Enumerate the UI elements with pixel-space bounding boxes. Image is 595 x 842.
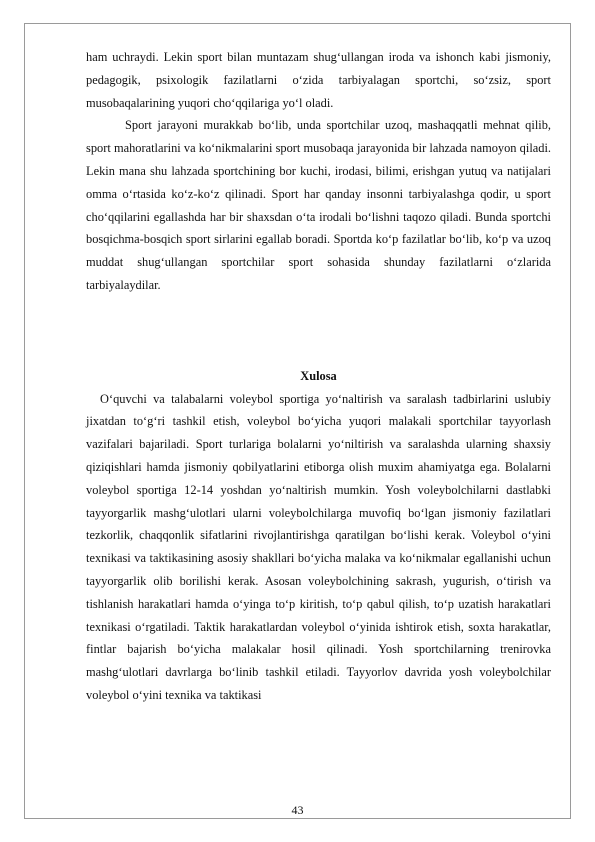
section-spacer (86, 297, 551, 365)
page-number: 43 (291, 803, 304, 817)
paragraph-conclusion: O‘quvchi va talabalarni voleybol sportiga yo‘naltirish va saralash tadbirlarini uslubiy jixatdan to‘g‘ri tashkil etish, voleybol bo‘yicha yuqori malakali sportchilar tayyorlash vazifalari bajariladi. Sport turlariga bolalarni yo‘niltirish va saralashda ularning shaxsiy qiziqishlari hamda jismoniy qobilyatlarini etiborga olish muxim ahamiyatga ega. Bolalarni voleybol sportiga 12-14 yoshdan yo‘naltirish mumkin. Yosh voleybolchilarni dastlabki tayyorgarlik mashg‘ulotlari ularni voleybolchilarga muvofiq bo‘lgan jismoniy fazilatlari tezkorlik, chaqqonlik sifatlarini rivojlantirishga qaratilgan bo‘lishi kerak. Voleybol o‘yini texnikasi va taktikasining asosiy shakllari bo‘yicha malaka va ko‘nikmalar egallanishi uchun tayyorgarlik olib borilishi kerak. Asosan voleybolchining sakrash, yugurish, o‘tirish va tishlanish harakatlari hamda o‘yinga to‘p kiritish, to‘p qabul qilish, to‘p uzatish harakatlari texnikasi o‘rgatiladi. Taktik harakatlardan voleybol o‘yinida ishtirok etish, soxta harakatlar, fintlar bajarish bo‘yicha malakalar hosil qilinadi. Yosh sportchilarning trenirovka mashg‘ulotlari davrlarga bo‘linib tashkil etiladi. Tayyorlov davrida yosh voleybolchilar voleybol o‘yini texnika va taktikasi (86, 391, 551, 702)
paragraph-sport-process: Sport jarayoni murakkab bo‘lib, unda sportchilar uzoq, mashaqqatli mehnat qilib, sport mahoratlarini va ko‘nikmalarini sport musobaqa jarayonida bir lahzada namoyon qiladi. Lekin mana shu lahzada sportchining bor kuchi, irodasi, bilimi, erishgan yutuq va natijalari omma o‘rtasida ko‘z-ko‘z qilinadi. Sport har qanday insonni tarbiyalashga qodir, u sport cho‘qqilarini egallashda har bir shaxsdan o‘ta irodali bo‘lishni taqozo qiladi. Bunda sportchi bosqichma-bosqich sport sirlarini egallab boradi. Sportda ko‘p fazilatlar bo‘lib, ko‘p va uzoq muddat shug‘ullangan sportchilar sport sohasida shunday fazilatlarni o‘zlarida tarbiyalaydilar. (86, 118, 551, 292)
paragraph-continuation: ham uchraydi. Lekin sport bilan muntazam shug‘ullangan iroda va ishonch kabi jismoniy, pedagogik, psixologik fazilatlarni o‘zida tarbiyalagan sportchi, so‘zsiz, sport musobaqalarining yuqori cho‘qqilariga yo‘l oladi. (86, 50, 551, 110)
document-body (86, 46, 551, 707)
section-heading: Xulosa (300, 368, 337, 383)
